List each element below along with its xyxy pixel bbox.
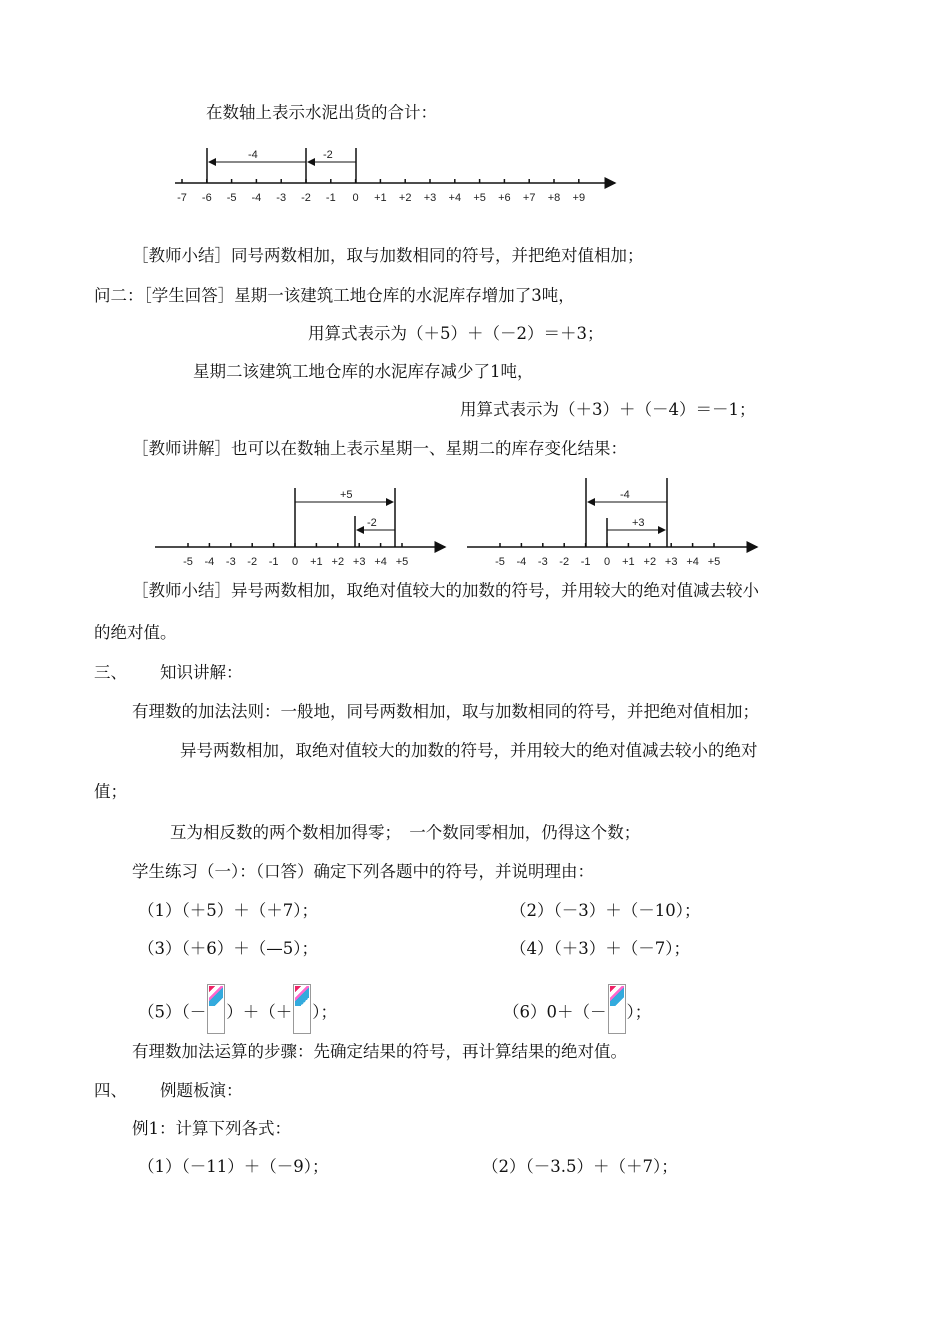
arrow-label: +3 (632, 517, 645, 529)
exercise: （2）（－3）＋（－10）； (510, 901, 701, 920)
tick-label: +3 (664, 556, 678, 568)
tick-label: +6 (498, 192, 511, 204)
tick-label: -1 (325, 192, 336, 204)
tick-label: +4 (686, 556, 699, 568)
tick-label: +5 (707, 556, 721, 568)
arrow-label: -2 (323, 149, 333, 161)
tick-label: +2 (398, 192, 412, 204)
number-line-1 (170, 140, 620, 210)
tick-label: +7 (522, 192, 536, 204)
exercise: （1）（－11）＋（－9）； (138, 1157, 329, 1176)
tick-label: +2 (643, 556, 657, 568)
tick-label: -7 (177, 192, 187, 204)
arrow-label: +5 (340, 489, 353, 501)
tick-label: -4 (251, 192, 262, 204)
tick-label: +1 (374, 192, 387, 204)
text-line: ［教师小结］同号两数相加，取与加数相同的符号，并把绝对值相加； (132, 246, 644, 265)
tick-label: -5 (495, 556, 505, 568)
tick-label: +1 (622, 556, 635, 568)
text-line: 有理数的加法法则：一般地，同号两数相加，取与加数相同的符号，并把绝对值相加； (132, 702, 759, 721)
tick-label: -2 (247, 556, 258, 568)
exercise: （3）（＋6）＋（—5）； (138, 939, 318, 958)
exercise: （4）（＋3）＋（－7）； (510, 939, 690, 958)
text-line: 的绝对值。 (94, 623, 177, 642)
tick-label: -5 (226, 192, 237, 204)
tick-label: -5 (183, 556, 193, 568)
section-title: 知识讲解： (160, 663, 243, 682)
arrow-label: -4 (248, 149, 258, 161)
tick-label: -2 (301, 192, 311, 204)
tick-label: 0 (603, 556, 611, 568)
tick-label: -1 (580, 556, 591, 568)
exercise-text: ）； (626, 1002, 652, 1022)
text-line: 互为相反数的两个数相加得零； 一个数同零相加，仍得这个数； (170, 823, 641, 842)
exercise-6 (503, 988, 651, 1038)
text-line: 在数轴上表示水泥出货的合计： (206, 103, 437, 122)
text-line: 有理数加法运算的步骤：先确定结果的符号，再计算结果的绝对值。 (132, 1042, 627, 1061)
tick-label: 0 (352, 192, 359, 204)
tick-label: +8 (547, 192, 561, 204)
tick-label: -3 (276, 192, 287, 204)
text-line: 值； (94, 782, 127, 801)
exercise-5 (138, 988, 337, 1038)
text-line: 例1：计算下列各式： (132, 1119, 291, 1138)
text-line: 学生练习（一）：（口答）确定下列各题中的符号，并说明理由： (132, 862, 594, 881)
tick-label: +2 (331, 556, 345, 568)
tick-label: +4 (374, 556, 387, 568)
tick-label: 0 (291, 556, 299, 568)
fraction-image-icon (207, 984, 225, 1034)
tick-label: -3 (537, 556, 548, 568)
arrow-label: -2 (367, 517, 377, 529)
tick-label: -2 (559, 556, 570, 568)
exercise-text: （5）（－ (138, 1002, 207, 1022)
tick-label: +3 (423, 192, 437, 204)
section-number: 三、 (94, 663, 127, 682)
text-line: 异号两数相加，取绝对值较大的加数的符号，并用较大的绝对值减去较小的绝对 (180, 741, 758, 760)
equation: 用算式表示为（＋5）＋（－2）＝＋3； (308, 324, 604, 343)
fraction-image-icon (608, 984, 626, 1034)
number-line-2 (150, 478, 450, 573)
arrow-label: -4 (620, 489, 630, 501)
tick-label: -4 (516, 556, 527, 568)
tick-label: -3 (225, 556, 236, 568)
exercise-text: ）； (312, 1002, 337, 1022)
section-title: 例题板演： (160, 1081, 243, 1100)
tick-label: +1 (310, 556, 323, 568)
number-line-3 (462, 474, 762, 573)
tick-label: +5 (395, 556, 409, 568)
tick-label: +9 (572, 192, 586, 204)
section-number: 四、 (94, 1081, 127, 1100)
text-line: ［教师小结］异号两数相加，取绝对值较大的加数的符号，并用较大的绝对值减去较小 (132, 581, 759, 600)
tick-label: +4 (448, 192, 462, 204)
tick-label: +3 (352, 556, 366, 568)
exercise-text: ）＋（＋ (226, 1002, 293, 1022)
tick-label: -6 (201, 192, 212, 204)
text-line: 问二：［学生回答］星期一该建筑工地仓库的水泥库存增加了3吨， (94, 286, 575, 305)
exercise-text: （6）0＋（－ (503, 1002, 607, 1022)
exercise: （2）（－3.5）＋（＋7）； (482, 1157, 678, 1176)
exercise: （1）（＋5）＋（＋7）； (138, 901, 318, 920)
text-line: 星期二该建筑工地仓库的水泥库存减少了1吨， (193, 362, 534, 381)
fraction-image-icon (293, 984, 311, 1034)
text-line: ［教师讲解］也可以在数轴上表示星期一、星期二的库存变化结果： (132, 439, 627, 458)
tick-label: +5 (473, 192, 486, 204)
tick-label: -4 (204, 556, 215, 568)
equation: 用算式表示为（＋3）＋（－4）＝－1； (460, 400, 756, 419)
tick-label: -1 (268, 556, 279, 568)
